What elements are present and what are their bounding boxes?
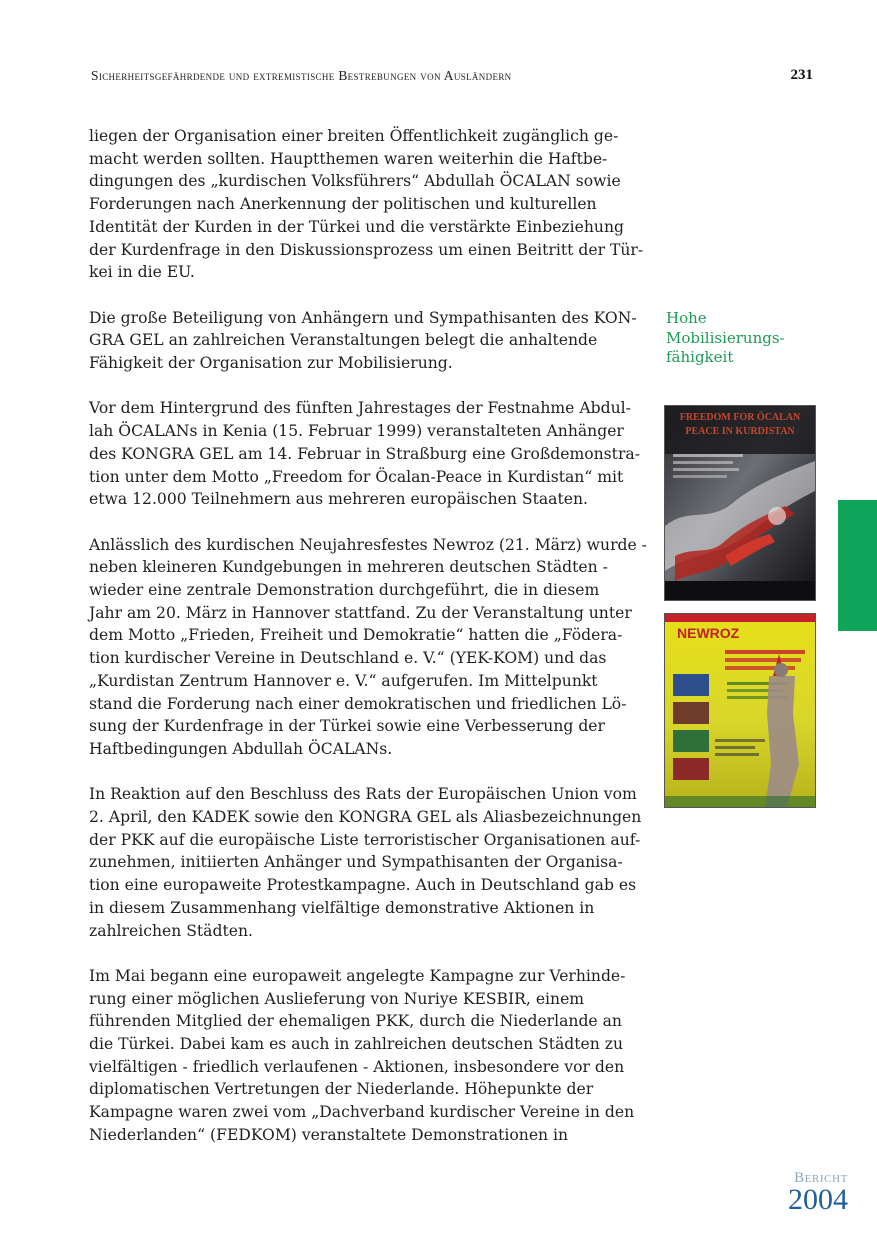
paragraph: Vor dem Hintergrund des fünften Jahrestages der Festnahme Abdul- lah ÖCALANs in Kenia (15. Februar 1999) veranstalteten Anhänger des KONGRA GEL am 14. Februar in Straßburg eine Großdemonstra- tion unter dem Motto „Freedom for Öcalan-Peace in Kurdistan“ mit etwa 12.000 Teilnehmern aus mehreren europäischen Staaten. bbox=[89, 399, 640, 509]
paragraph: Im Mai begann eine europaweit angelegte Kampagne zur Verhinde- rung einer möglichen Auslieferung von Nuriye KESBIR, einem führenden Mitglied der ehemaligen PKK, durch die Niederlande an die Türkei. Dabei kam es auch in zahlreichen deutschen Städten zu vielfältigen - friedlich verlaufenen - Aktionen, insbesondere vor den diplomatischen Vertretungen der Niederlande. Höhepunkte der Kampagne waren zwei vom „Dachverband kurdischer Vereine in den Niederlanden“ (FEDKOM) veranstaltete Demonstrationen in bbox=[89, 966, 635, 1144]
paragraph: Anlässlich des kurdischen Neujahresfestes Newroz (21. März) wurde - neben kleineren Kundgebungen in mehreren deutschen Städten - wieder eine zentrale Demonstration durchgeführt, die in diesem Jahr am 20. März in Hannover stattfand. Zu der Veranstaltung unter dem Motto „Frieden, Freiheit und Demokratie“ hatten die „Födera- tion kurdischer Vereine in Deutschland e. V.“ (YEK-KOM) und das „Kurdistan Zentrum Hannover e. V.“ aufgerufen. Im Mittelpunkt stand die Forderung nach einer demokratischen und friedlichen Lö- sung der Kurdenfrage in der Türkei sowie eine Verbesserung der Haftbedingungen Abdullah ÖCALANs. bbox=[89, 535, 647, 758]
poster-artwork bbox=[665, 406, 815, 600]
logo-year: 2004 bbox=[788, 1183, 848, 1216]
paragraph: In Reaktion auf den Beschluss des Rats der Europäischen Union vom 2. April, den KADEK sowie den KONGRA GEL als Aliasbezeichnungen der PKK auf die europäische Liste terroristischer Organisationen auf- zunehmen, initiierten Anhänger und Sympathisanten der Organisa- tion eine europaweite Protestkampagne. Auch in Deutschland gab es in diesem Zusammenhang vielfältige demonstrative Aktionen in zahlreichen Städten. bbox=[89, 785, 642, 940]
report-logo bbox=[778, 1170, 848, 1214]
poster-title: NEWROZ bbox=[677, 625, 740, 641]
running-header bbox=[91, 68, 813, 88]
logo-word: Bericht bbox=[794, 1170, 848, 1186]
margin-note: Hohe Mobilisierungs- fähigkeit bbox=[666, 309, 785, 366]
paragraph: liegen der Organisation einer breiten Öffentlichkeit zugänglich ge- macht werden sollten. Hauptthemen waren weiterhin die Haftbe- dingungen des „kurdischen Volksführers“ Abdullah ÖCALAN sowie Forderungen nach Anerkennung der politischen und kulturellen Identität der Kurden in der Türkei und die verstärkte Einbeziehung der Kurdenfrage in den Diskussionsprozess um einen Beitritt der Tür- kei in die EU. bbox=[89, 127, 644, 282]
header-title: Sicherheitsgefährdende und extremistische Bestrebungen von Ausländern bbox=[91, 68, 512, 83]
body-text bbox=[89, 125, 649, 1169]
poster-title-line2: PEACE IN KURDISTAN bbox=[685, 426, 795, 437]
poster-title-line1: FREEDOM FOR ÖCALAN bbox=[679, 412, 801, 423]
page-number: 231 bbox=[790, 67, 813, 83]
poster-image-freedom-for-ocalan bbox=[664, 405, 816, 601]
paragraph: Die große Beteiligung von Anhängern und Sympathisanten des KON- GRA GEL an zahlreichen Veranstaltungen belegt die anhaltende Fähigkeit der Organisation zur Mobilisierung. bbox=[89, 308, 637, 373]
poster-artwork bbox=[665, 614, 815, 807]
poster-image-newroz bbox=[664, 613, 816, 808]
section-color-tab bbox=[838, 500, 877, 631]
